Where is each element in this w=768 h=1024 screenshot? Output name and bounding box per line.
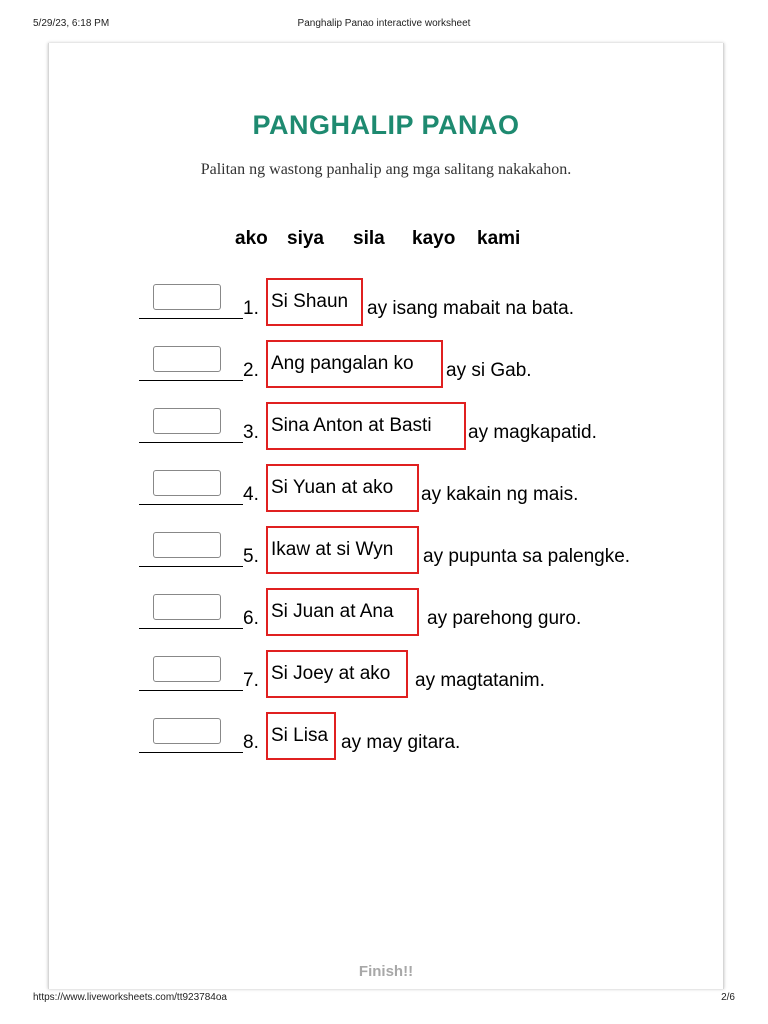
item-predicate: ay kakain ng mais. [421, 484, 579, 505]
worksheet-page [48, 43, 724, 989]
item-predicate: ay pupunta sa palengke. [423, 546, 631, 567]
print-header [33, 18, 735, 32]
item-number: 3. [243, 422, 259, 443]
print-page-number: 2/6 [721, 992, 735, 1003]
word-bank-item: sila [353, 228, 385, 249]
worksheet-instructions: Palitan ng wastong panhalip ang mga salitang nakakahon. [200, 161, 572, 178]
answer-input[interactable] [153, 408, 221, 434]
item-number: 5. [243, 546, 259, 567]
boxed-subject: Si Lisa [266, 712, 336, 760]
item-number: 8. [243, 732, 259, 753]
worksheet-title: PANGHALIP PANAO [252, 110, 520, 140]
word-bank-item: kayo [412, 228, 456, 249]
answer-input[interactable] [153, 656, 221, 682]
answer-underline [139, 566, 243, 567]
item-predicate: ay magtatanim. [415, 670, 545, 691]
answer-input[interactable] [153, 594, 221, 620]
print-datetime: 5/29/23, 6:18 PM [33, 18, 110, 29]
item-number: 4. [243, 484, 259, 505]
print-page-title: Panghalip Panao interactive worksheet [297, 18, 471, 29]
boxed-subject: Sina Anton at Basti [266, 402, 466, 450]
item-predicate: ay parehong guro. [427, 608, 582, 629]
boxed-subject: Si Yuan at ako [266, 464, 419, 512]
exercise-item [49, 656, 723, 716]
boxed-subject: Si Shaun [266, 278, 363, 326]
word-bank-item: kami [477, 228, 521, 249]
boxed-subject: Si Juan at Ana [266, 588, 419, 636]
boxed-subject: Ikaw at si Wyn [266, 526, 419, 574]
item-number: 6. [243, 608, 259, 629]
word-bank-item: ako [235, 228, 268, 249]
answer-underline [139, 318, 243, 319]
answer-underline [139, 752, 243, 753]
answer-underline [139, 442, 243, 443]
answer-underline [139, 504, 243, 505]
item-number: 2. [243, 360, 259, 381]
answer-input[interactable] [153, 284, 221, 310]
answer-input[interactable] [153, 470, 221, 496]
exercise-item [49, 346, 723, 406]
answer-input[interactable] [153, 532, 221, 558]
answer-input[interactable] [153, 718, 221, 744]
answer-underline [139, 628, 243, 629]
item-predicate: ay si Gab. [446, 360, 532, 381]
answer-underline [139, 380, 243, 381]
print-url: https://www.liveworksheets.com/tt923784oa [33, 992, 227, 1003]
boxed-subject: Ang pangalan ko [266, 340, 443, 388]
exercise-item [49, 284, 723, 344]
item-number: 1. [243, 298, 259, 319]
item-predicate: ay may gitara. [341, 732, 461, 753]
item-predicate: ay magkapatid. [468, 422, 597, 443]
exercise-item [49, 408, 723, 468]
word-bank-item: siya [287, 228, 324, 249]
answer-underline [139, 690, 243, 691]
answer-input[interactable] [153, 346, 221, 372]
print-footer [33, 992, 735, 1006]
exercise-item [49, 594, 723, 654]
item-predicate: ay isang mabait na bata. [367, 298, 575, 319]
exercise-item [49, 470, 723, 530]
finish-button[interactable]: Finish!! [358, 963, 414, 980]
item-number: 7. [243, 670, 259, 691]
exercise-item [49, 532, 723, 592]
exercise-item [49, 718, 723, 778]
boxed-subject: Si Joey at ako [266, 650, 408, 698]
